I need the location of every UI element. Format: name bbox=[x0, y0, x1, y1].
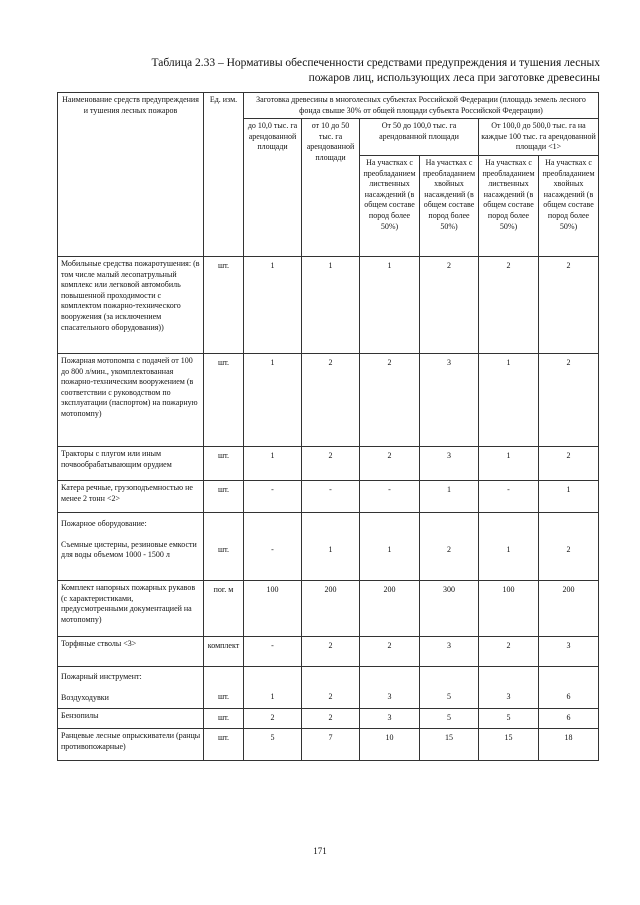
row-value: 200 bbox=[539, 580, 599, 636]
caption-line-2: пожаров лиц, использующих леса при заготовке древесины bbox=[308, 72, 600, 84]
row-value: 1 bbox=[479, 353, 539, 446]
table-row bbox=[58, 636, 599, 666]
row-value: 1 bbox=[539, 480, 599, 512]
row-value: 1 bbox=[302, 256, 360, 353]
row-unit: шт. bbox=[204, 446, 244, 480]
row-unit: шт. bbox=[204, 728, 244, 760]
header-group: Заготовка древесины в многолесных субъектах Российской Федерации (площадь земель лесного фонда свыше 30% от общей площади субъекта Российской Федерации) bbox=[244, 93, 599, 119]
table-row bbox=[58, 580, 599, 636]
row-unit: шт. bbox=[204, 480, 244, 512]
row-value: 5 bbox=[244, 728, 302, 760]
table-row bbox=[58, 256, 599, 353]
row-value: 1 bbox=[360, 256, 420, 353]
header-col3: От 50 до 100,0 тыс. га арендованной площади bbox=[360, 119, 479, 156]
row-value: 1 bbox=[302, 512, 360, 580]
row-value: 5 bbox=[479, 708, 539, 728]
row-value: 3 bbox=[420, 353, 479, 446]
row-name: Комплект напорных пожарных рукавов (с характеристиками, предусмотренными документацией на мотопомпу) bbox=[58, 580, 204, 636]
row-value: 15 bbox=[479, 728, 539, 760]
row-unit: шт. bbox=[204, 256, 244, 353]
row-name bbox=[58, 512, 204, 580]
row-value: 300 bbox=[420, 580, 479, 636]
row-value: 15 bbox=[420, 728, 479, 760]
row-value: 2 bbox=[539, 446, 599, 480]
header-col2: от 10 до 50 тыс. га арендованной площади bbox=[302, 119, 360, 257]
header-unit: Ед. изм. bbox=[204, 93, 244, 257]
row-value: 1 bbox=[479, 512, 539, 580]
row-value: 3 bbox=[360, 708, 420, 728]
row-value: 1 bbox=[244, 353, 302, 446]
row-name: Ранцевые лесные опрыскиватели (ранцы противопожарные) bbox=[58, 728, 204, 760]
row-unit: пог. м bbox=[204, 580, 244, 636]
row-value: - bbox=[244, 480, 302, 512]
row-value: 6 bbox=[539, 708, 599, 728]
table-row bbox=[58, 708, 599, 728]
row-value: 2 bbox=[420, 256, 479, 353]
section-heading: Пожарное оборудование: bbox=[61, 518, 147, 528]
row-value: 1 bbox=[420, 480, 479, 512]
row-value: 18 bbox=[539, 728, 599, 760]
row-value: 100 bbox=[479, 580, 539, 636]
header-row-1 bbox=[58, 93, 599, 119]
row-value: 2 bbox=[539, 256, 599, 353]
row-value: 2 bbox=[479, 636, 539, 666]
row-value: 100 bbox=[244, 580, 302, 636]
row-value: - bbox=[244, 636, 302, 666]
row-name: Торфяные стволы <3> bbox=[58, 636, 204, 666]
page-number: 171 bbox=[313, 846, 327, 856]
row-value: 10 bbox=[360, 728, 420, 760]
row-value: 1 bbox=[244, 446, 302, 480]
header-sub2: На участках с преобладанием хвойных насаждений (в общем составе пород более 50%) bbox=[420, 155, 479, 256]
row-value: 200 bbox=[360, 580, 420, 636]
row-value: 3 bbox=[420, 636, 479, 666]
row-value: 2 bbox=[539, 512, 599, 580]
row-value: 5 bbox=[420, 666, 479, 708]
row-name bbox=[58, 666, 204, 708]
row-value: 3 bbox=[539, 636, 599, 666]
row-value: 6 bbox=[539, 666, 599, 708]
row-value: 2 bbox=[360, 636, 420, 666]
header-sub1: На участках с преобладанием лиственных насаждений (в общем составе пород более 50%) bbox=[360, 155, 420, 256]
row-unit: шт. bbox=[204, 353, 244, 446]
row-value: 3 bbox=[420, 446, 479, 480]
row-value: 2 bbox=[539, 353, 599, 446]
row-unit: комплект bbox=[204, 636, 244, 666]
row-value: 2 bbox=[302, 666, 360, 708]
row-value: 2 bbox=[302, 636, 360, 666]
row-value: - bbox=[302, 480, 360, 512]
row-value: 5 bbox=[420, 708, 479, 728]
header-sub3: На участках с преобладанием лиственных насаждений (в общем составе пород более 50%) bbox=[479, 155, 539, 256]
row-value: 2 bbox=[360, 353, 420, 446]
row-value: 7 bbox=[302, 728, 360, 760]
table-row bbox=[58, 666, 599, 708]
row-value: 3 bbox=[479, 666, 539, 708]
row-name: Бензопилы bbox=[58, 708, 204, 728]
section-heading: Пожарный инструмент: bbox=[61, 671, 142, 681]
row-name: Мобильные средства пожаротушения: (в том числе малый лесопатрульный комплекс или легковой автомобиль повышенной проходимости с комплектом пожарно-технического вооружения (за исключением спасательного оборудования)) bbox=[58, 256, 204, 353]
section-item: Съемные цистерны, резиновые емкости для воды объемом 1000 - 1500 л bbox=[61, 539, 197, 560]
row-value: - bbox=[244, 512, 302, 580]
row-value: 2 bbox=[302, 353, 360, 446]
row-value: - bbox=[479, 480, 539, 512]
norms-table bbox=[57, 92, 599, 761]
row-value: 1 bbox=[244, 256, 302, 353]
row-name: Тракторы с плугом или иным почвообрабатывающим орудием bbox=[58, 446, 204, 480]
table-row bbox=[58, 480, 599, 512]
table-row bbox=[58, 728, 599, 760]
section-item: Воздуходувки bbox=[61, 692, 109, 702]
row-value: 2 bbox=[302, 708, 360, 728]
header-sub4: На участках с преобладанием хвойных насаждений (в общем составе пород более 50%) bbox=[539, 155, 599, 256]
row-value: 1 bbox=[479, 446, 539, 480]
table-caption bbox=[60, 56, 600, 86]
row-value: 200 bbox=[302, 580, 360, 636]
row-value: 2 bbox=[302, 446, 360, 480]
row-value: - bbox=[360, 480, 420, 512]
row-value: 2 bbox=[420, 512, 479, 580]
header-col4: От 100,0 до 500,0 тыс. га на каждые 100 тыс. га арендованной площади <1> bbox=[479, 119, 599, 156]
row-unit: шт. bbox=[204, 666, 244, 708]
row-value: 2 bbox=[360, 446, 420, 480]
table-row bbox=[58, 353, 599, 446]
row-value: 1 bbox=[244, 666, 302, 708]
header-col1: до 10,0 тыс. га арендованной площади bbox=[244, 119, 302, 257]
row-unit: шт. bbox=[204, 512, 244, 580]
table-row bbox=[58, 512, 599, 580]
row-value: 2 bbox=[479, 256, 539, 353]
row-unit: шт. bbox=[204, 708, 244, 728]
row-name: Пожарная мотопомпа с подачей от 100 до 800 л/мин., укомплектованная пожарно-техническим вооружением (в соответствии с руководством по эксплуатации (паспортом) на пожарную мотопомпу) bbox=[58, 353, 204, 446]
table-row bbox=[58, 446, 599, 480]
caption-line-1: Таблица 2.33 – Нормативы обеспеченности средствами предупреждения и тушения лесных bbox=[151, 57, 600, 69]
row-value: 2 bbox=[244, 708, 302, 728]
header-name: Наименование средств предупреждения и тушения лесных пожаров bbox=[58, 93, 204, 257]
row-name: Катера речные, грузоподъемностью не менее 2 тонн <2> bbox=[58, 480, 204, 512]
row-value: 1 bbox=[360, 512, 420, 580]
row-value: 3 bbox=[360, 666, 420, 708]
